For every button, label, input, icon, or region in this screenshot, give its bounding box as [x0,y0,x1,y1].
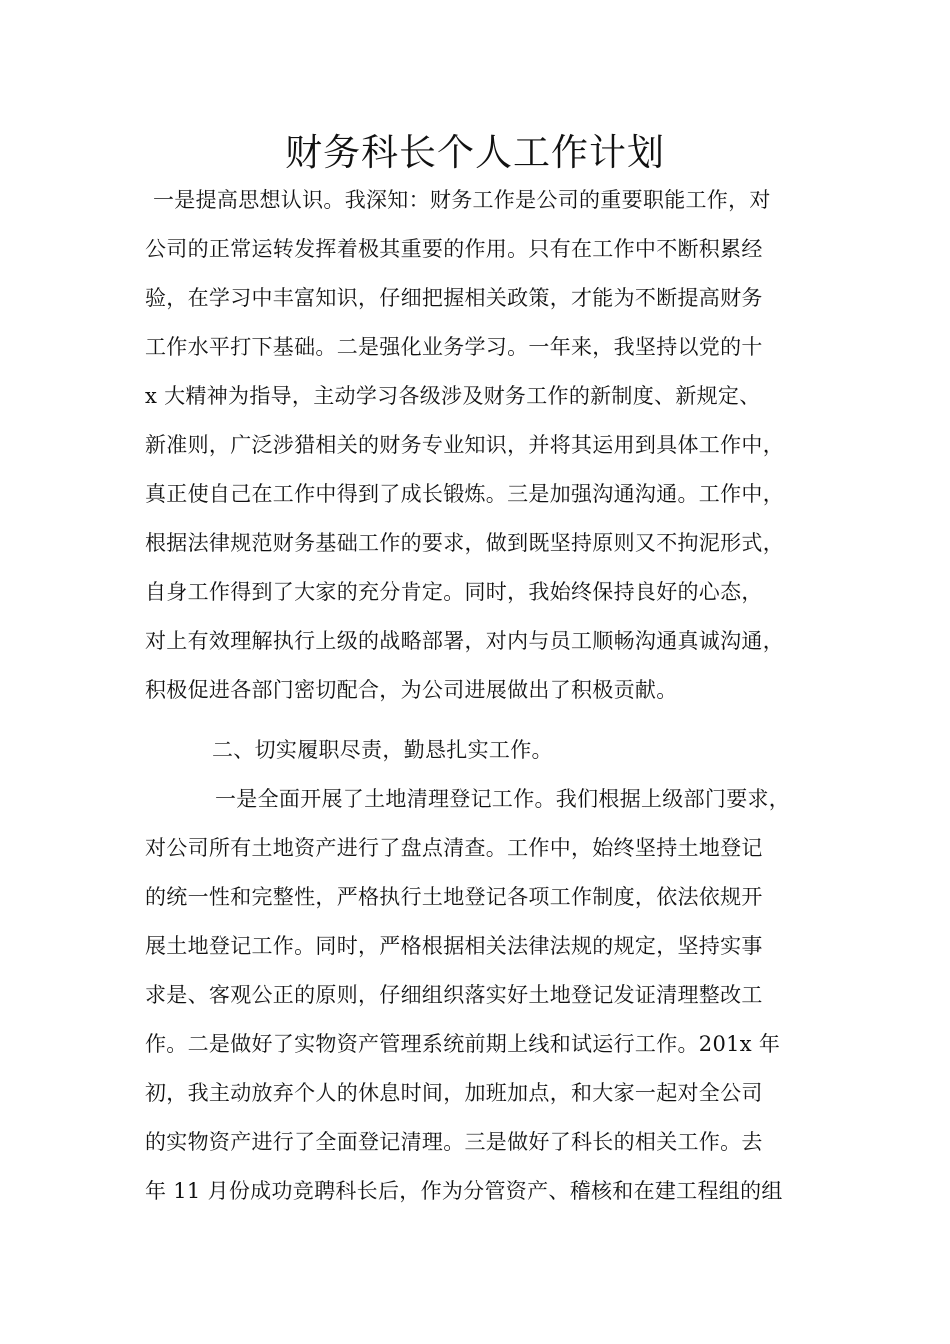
text-line: 初，我主动放弃个人的休息时间，加班加点，和大家一起对全公司 [145,1081,763,1105]
text-line: 积极促进各部门密切配合，为公司进展做出了积极贡献。 [145,678,678,702]
text-line: 一是全面开展了土地清理登记工作。我们根据上级部门要求， [215,787,791,811]
section-heading: 二、切实履职尽责，勤恳扎实工作。 [212,738,553,762]
text-line: 根据法律规范财务基础工作的要求，做到既坚持原则又不拘泥形式， [145,531,784,555]
text-line: 展土地登记工作。同时，严格根据相关法律法规的规定，坚持实事 [145,934,763,958]
text-line: 验，在学习中丰富知识，仔细把握相关政策，才能为不断提高财务 [145,286,763,310]
text-line: 对公司所有土地资产进行了盘点清查。工作中，始终坚持土地登记 [145,836,763,860]
text-line: 一是提高思想认识。我深知：财务工作是公司的重要职能工作，对 [153,188,771,212]
text-line: 求是、客观公正的原则，仔细组织落实好土地登记发证清理整改工 [145,983,763,1007]
text-line: 的统一性和完整性，严格执行土地登记各项工作制度，依法依规开 [145,885,763,909]
text-line: 自身工作得到了大家的充分肯定。同时，我始终保持良好的心态， [145,580,763,604]
text-line: 新准则，广泛涉猎相关的财务专业知识，并将其运用到具体工作中， [145,433,784,457]
text-line: 作。二是做好了实物资产管理系统前期上线和试运行工作。201x 年 [145,1032,781,1056]
document-title: 财务科长个人工作计划 [285,131,665,174]
text-line: 对上有效理解执行上级的战略部署，对内与员工顺畅沟通真诚沟通， [145,629,784,653]
text-line: x 大精神为指导，主动学习各级涉及财务工作的新制度、新规定、 [145,384,761,408]
text-line: 真正使自己在工作中得到了成长锻炼。三是加强沟通沟通。工作中， [145,482,784,506]
text-line: 公司的正常运转发挥着极其重要的作用。只有在工作中不断积累经 [145,237,763,261]
text-line: 的实物资产进行了全面登记清理。三是做好了科长的相关工作。去 [145,1130,763,1154]
text-line: 年 11 月份成功竞聘科长后，作为分管资产、稽核和在建工程组的组 [145,1179,783,1203]
text-line: 工作水平打下基础。二是强化业务学习。一年来，我坚持以党的十 [145,335,763,359]
